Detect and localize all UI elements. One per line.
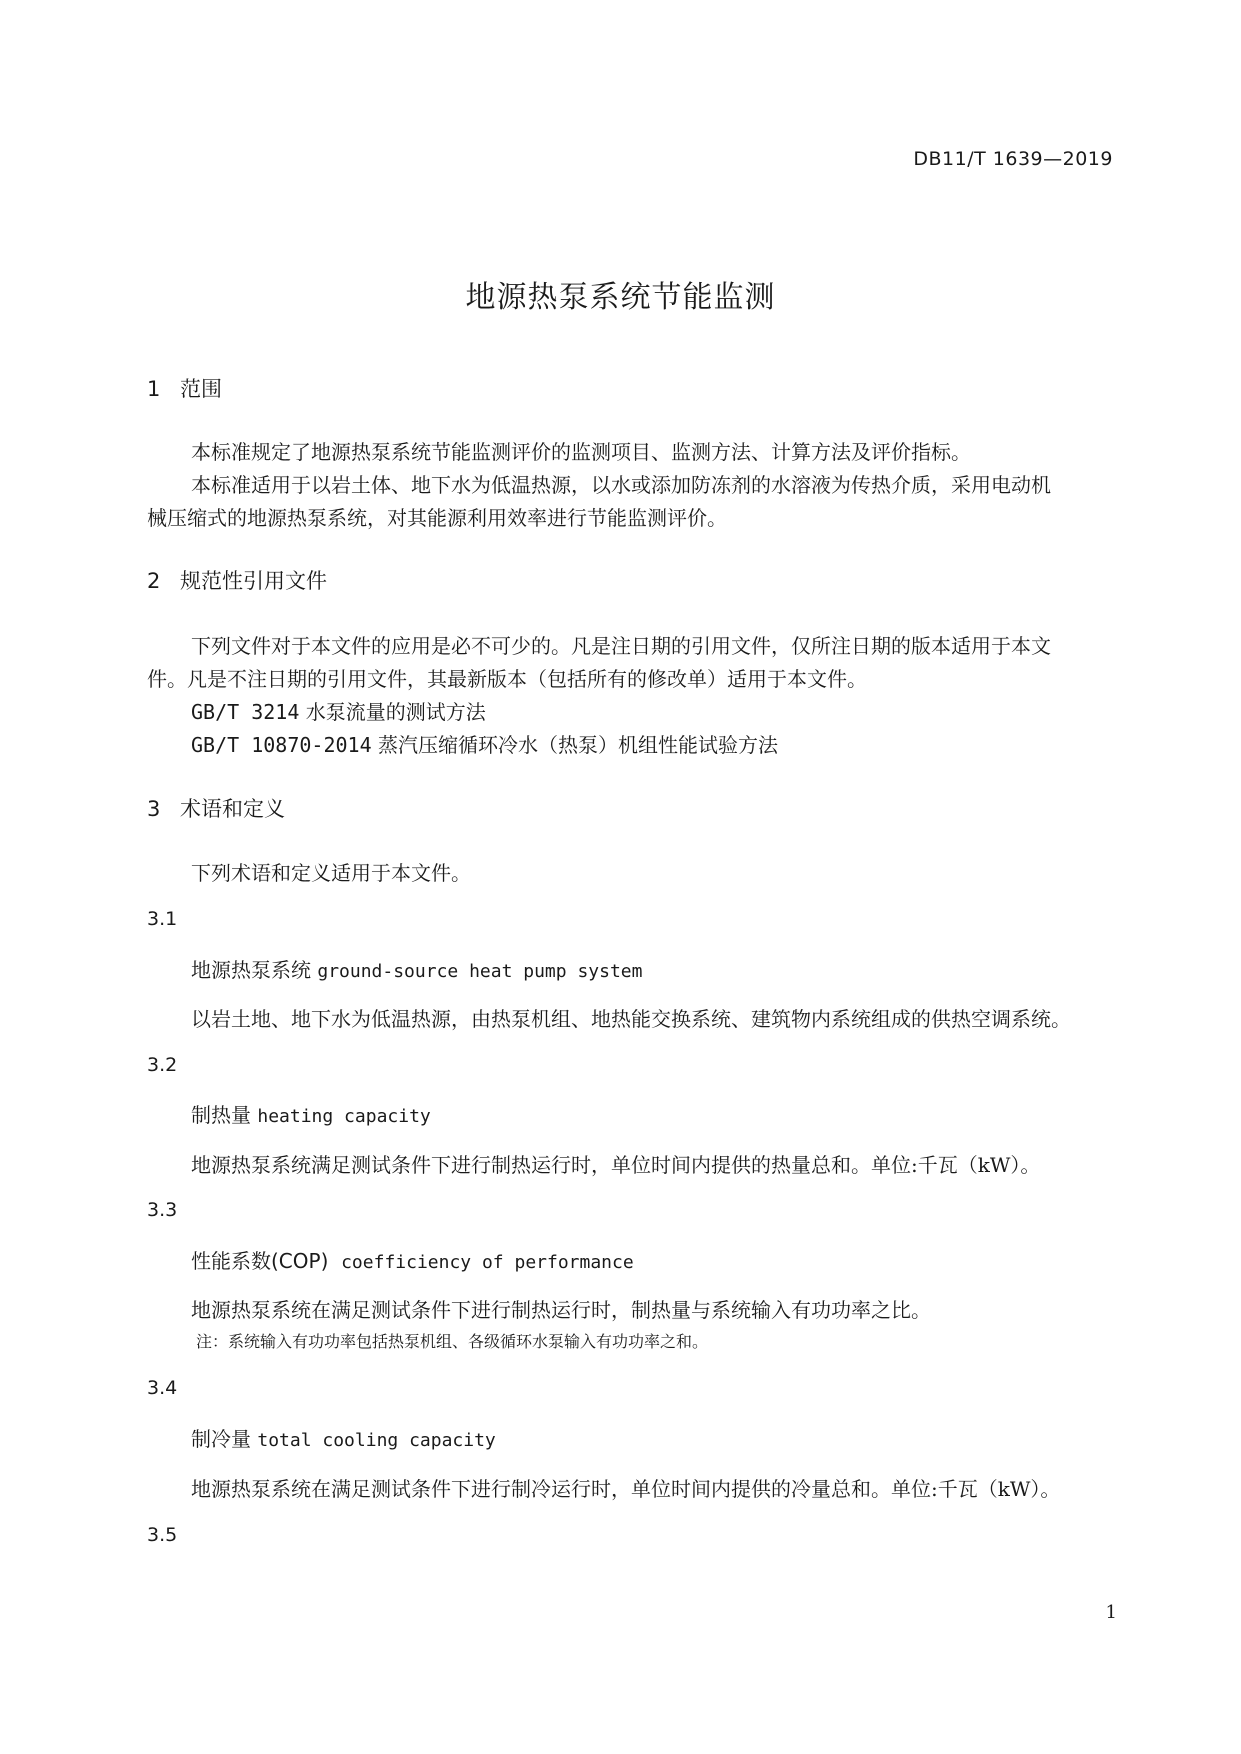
term-entry: [191, 1245, 634, 1274]
reference-title: 水泵流量的测试方法: [305, 700, 486, 724]
clause-number: 3.2: [147, 1054, 178, 1076]
section-number: 1: [147, 377, 161, 401]
section-title: 范围: [180, 377, 222, 401]
section-number: 3: [147, 797, 161, 821]
term-definition: 地源热泵系统在满足测试条件下进行制冷运行时，单位时间内提供的冷量总和。单位:千瓦（kW）。: [191, 1477, 1061, 1501]
reference-code: GB/T 10870-2014: [191, 733, 372, 757]
section-2-heading: [147, 565, 327, 595]
section-1-paragraph-1: 本标准规定了地源热泵系统节能监测评价的监测项目、监测方法、计算方法及评价指标。: [191, 440, 971, 464]
term-english: total cooling capacity: [257, 1430, 496, 1451]
section-1-paragraph-2-line-1: 本标准适用于以岩土体、地下水为低温热源，以水或添加防冻剂的水溶液为传热介质，采用电动机: [191, 473, 1051, 497]
term-note: 注：系统输入有功功率包括热泵机组、各级循环水泵输入有功功率之和。: [196, 1332, 709, 1351]
page-number: 1: [1105, 1602, 1117, 1623]
section-title: 规范性引用文件: [180, 569, 327, 593]
document-title: 地源热泵系统节能监测: [465, 280, 776, 315]
term-entry: [191, 954, 642, 983]
section-2-paragraph-line-2: 件。凡是不注日期的引用文件，其最新版本（包括所有的修改单）适用于本文件。: [147, 667, 867, 691]
term-english: ground-source heat pump system: [317, 961, 643, 982]
term-chinese: 制冷量: [191, 1427, 251, 1451]
term-entry: [191, 1423, 496, 1452]
section-2-paragraph-line-1: 下列文件对于本文件的应用是必不可少的。凡是注日期的引用文件，仅所注日期的版本适用于本文: [191, 634, 1051, 658]
section-title: 术语和定义: [180, 797, 285, 821]
reference-code: GB/T 3214: [191, 700, 300, 724]
term-entry: [191, 1099, 431, 1128]
section-3-intro: 下列术语和定义适用于本文件。: [191, 861, 471, 885]
clause-number: 3.5: [147, 1524, 178, 1546]
term-chinese: 制热量: [191, 1103, 251, 1127]
clause-number: 3.1: [147, 908, 178, 930]
section-number: 2: [147, 569, 161, 593]
section-1-heading: [147, 373, 222, 403]
clause-number: 3.3: [147, 1199, 178, 1221]
term-english: coefficiency of performance: [341, 1252, 634, 1273]
clause-number: 3.4: [147, 1377, 178, 1399]
term-definition: 地源热泵系统在满足测试条件下进行制热运行时，制热量与系统输入有功功率之比。: [191, 1298, 931, 1322]
reference-item: [191, 729, 778, 758]
term-definition: 以岩土地、地下水为低温热源，由热泵机组、地热能交换系统、建筑物内系统组成的供热空调系统。: [191, 1007, 1071, 1031]
standard-number: DB11/T 1639—2019: [913, 148, 1113, 170]
section-3-heading: [147, 793, 285, 823]
term-english: heating capacity: [257, 1106, 431, 1127]
reference-title: 蒸汽压缩循环冷水（热泵）机组性能试验方法: [377, 733, 778, 757]
section-1-paragraph-2-line-2: 械压缩式的地源热泵系统，对其能源利用效率进行节能监测评价。: [147, 506, 727, 530]
term-definition: 地源热泵系统满足测试条件下进行制热运行时，单位时间内提供的热量总和。单位:千瓦（kW）。: [191, 1153, 1041, 1177]
reference-item: [191, 696, 486, 725]
term-chinese: 地源热泵系统: [191, 958, 311, 982]
term-chinese: 性能系数(COP): [191, 1249, 329, 1273]
